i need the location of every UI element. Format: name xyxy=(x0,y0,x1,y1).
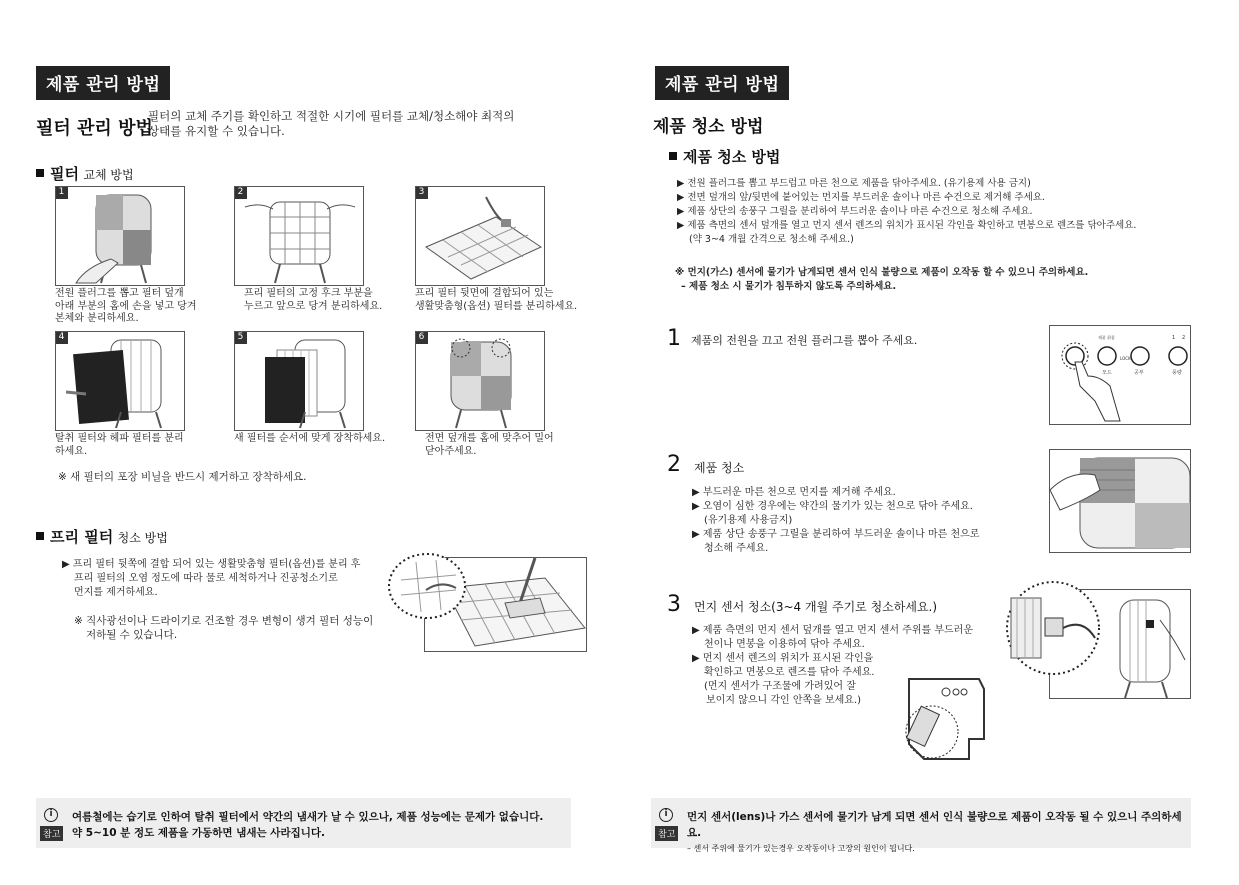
caption-line: 전원 플러그를 뽑고 필터 덮개 xyxy=(55,288,184,299)
step-1-illustration xyxy=(55,186,185,286)
step-number: 6 xyxy=(415,331,428,344)
tip-text xyxy=(687,809,1191,857)
tip-footer xyxy=(36,798,571,848)
instruction-line: 먼지를 제거하세요. xyxy=(74,587,158,598)
step-2-caption xyxy=(244,288,414,313)
step-5-caption xyxy=(234,433,414,446)
square-bullet-icon xyxy=(669,152,677,160)
panel-label-fan: 풍량 xyxy=(1172,370,1182,376)
warning-line: 저하될 수 있습니다. xyxy=(86,629,178,641)
step-3-caption xyxy=(415,288,585,313)
step-number: 3 xyxy=(415,186,428,199)
info-icon: i xyxy=(659,808,673,822)
instruction-line: 보이지 않으니 각인 안쪽을 보세요.) xyxy=(706,695,862,706)
cleaning-heading xyxy=(669,146,780,167)
step-4-illustration xyxy=(55,331,185,431)
bullet-line: (약 3~4 개월 간격으로 청소해 주세요.) xyxy=(689,234,854,245)
panel-label-mode: 모드 xyxy=(1102,370,1112,376)
bullet-line: ▶ 제품 상단의 송풍구 그릴을 분리하여 부드러운 솔이나 마른 수건으로 청소해 주세요. xyxy=(677,206,1033,217)
tip-subline: – 센서 주위에 물기가 있는경우 오작동이나 고장의 원인이 됩니다. xyxy=(687,844,915,853)
tip-line: 먼지 센서(lens)나 가스 센서에 물기가 남게 되면 센서 인식 불량으로 제품이 오작동 될 수 있으니 주의하세요. xyxy=(687,811,1182,839)
instruction-line: ▶ 제품 측면의 먼지 센서 덮개를 열고 먼지 센서 주위를 부드러운 xyxy=(692,625,973,636)
panel-label-study: 공부 xyxy=(1134,370,1144,376)
heading-rest: 교체 방법 xyxy=(83,168,134,182)
caption-line: 프리 필터의 고정 후크 부분을 xyxy=(244,288,373,299)
panel-label-2: 2 xyxy=(1182,335,1186,341)
heading-bold: 프리 필터 xyxy=(50,528,114,546)
step-3-title: 먼지 센서 청소(3~4 개월 주기로 청소하세요.) xyxy=(694,600,938,614)
caption-line: 전면 덮개를 홈에 맞추어 밀어 xyxy=(425,433,554,444)
right-page xyxy=(619,0,1239,885)
instruction-line: ▶ 오염이 심한 경우에는 약간의 물기가 있는 천으로 닦아 주세요. xyxy=(692,501,973,512)
step-6-caption xyxy=(425,433,595,458)
step-number: 2 xyxy=(234,186,247,199)
instruction-line: ▶ 프리 필터 뒷쪽에 결합 되어 있는 생활맞춤형 필터(옵션)를 분리 후 xyxy=(62,559,361,570)
step-2-illustration xyxy=(234,186,364,286)
warning-line: ※ 직사광선이나 드라이기로 건조할 경우 변형이 생겨 필터 성능이 xyxy=(74,615,374,627)
instruction-line: ▶ 제품 상단 송풍구 그릴을 분리하여 부드러운 솔이나 마른 천으로 xyxy=(692,529,980,540)
info-icon: i xyxy=(44,808,58,822)
instruction-line: ▶ 부드러운 마른 천으로 먼지를 제거해 주세요. xyxy=(692,487,896,498)
caption-line: 새 필터를 순서에 맞게 장착하세요. xyxy=(234,433,386,444)
instruction-line: (유기용제 사용금지) xyxy=(704,515,793,526)
pre-filter-icon xyxy=(235,187,364,286)
sensor-lens-illustration xyxy=(904,674,989,769)
caption-line: 생활맞춤형(옵션) 필터를 분리하세요. xyxy=(415,300,578,312)
hepa-filter-icon xyxy=(56,332,185,431)
pre-filter-warning xyxy=(74,614,373,642)
tip-line: 약 5~10 분 정도 제품을 가동하면 냄새는 사라집니다. xyxy=(72,827,326,839)
tip-footer xyxy=(651,798,1191,853)
install-filter-icon xyxy=(235,332,364,431)
page-title: 필터 관리 방법 xyxy=(36,118,153,139)
wipe-product-illustration xyxy=(1049,449,1191,553)
caption-line: 닫아주세요. xyxy=(425,445,477,457)
step-3-number: 3 xyxy=(667,592,681,617)
warning-line: ※ 먼지(가스) 센서에 물기가 남게되면 센서 인식 불량으로 제품이 오작동 할 수 있으니 주의하세요. xyxy=(675,267,1089,278)
bullet-line: ▶ 제품 측면의 센서 덮개를 열고 먼지 센서 렌즈의 위치가 표시된 각인을 확인하고 면봉으로 렌즈를 닦아주세요. xyxy=(677,220,1137,231)
control-panel-icon xyxy=(1050,326,1191,425)
control-panel-illustration xyxy=(1049,325,1191,425)
cleaning-bullets xyxy=(677,177,1136,247)
caption-line: 하세요. xyxy=(55,445,88,457)
bullet-line: ▶ 전원 플러그를 뽑고 부드럽고 마른 천으로 제품을 닦아주세요. (유기용제 사용 금지) xyxy=(677,178,1031,189)
tip-text xyxy=(72,809,543,841)
sensor-zoom-circle-icon xyxy=(1003,578,1103,678)
step-number: 4 xyxy=(55,331,68,344)
intro-line: 필터의 교체 주기를 확인하고 적절한 시기에 필터를 교체/청소해야 최적의 xyxy=(148,109,515,123)
square-bullet-icon xyxy=(36,169,44,177)
step-1-text: 제품의 전원을 끄고 전원 플러그를 뽑아 주세요. xyxy=(691,334,918,347)
wipe-purifier-icon xyxy=(1050,450,1191,553)
bullet-line: ▶ 전면 덮개의 앞/뒷면에 붙어있는 먼지를 부드러운 솔이나 마른 수건으로 제거해 주세요. xyxy=(677,192,1045,203)
step-4-caption xyxy=(55,433,225,458)
step-2-title: 제품 청소 xyxy=(694,461,745,475)
sensor-warnings xyxy=(675,266,1088,294)
reference-badge: 참고 xyxy=(40,826,63,841)
instruction-line: 프리 필터의 오염 정도에 따라 물로 세척하거나 진공청소기로 xyxy=(74,573,338,584)
zoom-circle-icon xyxy=(386,550,468,622)
heading-rest: 청소 방법 xyxy=(117,531,168,545)
step-number: 1 xyxy=(55,186,68,199)
caption-line: 탈취 필터와 헤파 필터를 분리 xyxy=(55,433,184,444)
left-page xyxy=(0,0,619,885)
filter-replace-heading xyxy=(36,163,134,184)
heading-bold: 제품 청소 방법 xyxy=(683,148,781,166)
step-2-instructions xyxy=(692,486,979,556)
section-tag: 제품 관리 방법 xyxy=(655,66,789,100)
sensor-lens-icon xyxy=(904,674,989,769)
instruction-line: 천이나 면봉을 이용하여 닦아 주세요. xyxy=(704,639,865,650)
caption-line: 아래 부분의 홈에 손을 넣고 당겨 xyxy=(55,300,197,312)
panel-label-lock: LOCK xyxy=(1120,356,1131,361)
instruction-line: 확인하고 면봉으로 렌즈를 닦아 주세요. xyxy=(704,667,875,678)
panel-label-1: 1 xyxy=(1172,335,1176,341)
instruction-line: ▶ 먼지 센서 렌즈의 위치가 표시된 각인을 xyxy=(692,653,874,664)
pre-filter-instructions xyxy=(62,558,360,600)
filter-separate-icon xyxy=(416,187,545,286)
heading-bold: 필터 xyxy=(50,165,79,183)
step-1-number: 1 xyxy=(667,326,681,351)
panel-label-sleep: 제품 취침 xyxy=(1098,335,1115,340)
page-title: 제품 청소 방법 xyxy=(653,117,764,137)
step-3-illustration xyxy=(415,186,545,286)
step-1-caption xyxy=(55,288,225,326)
intro-line: 상태를 유지할 수 있습니다. xyxy=(148,124,285,138)
caption-line: 누르고 앞으로 당겨 분리하세요. xyxy=(244,300,383,312)
tip-line: 여름철에는 습기로 인하여 탈취 필터에서 약간의 냄새가 날 수 있으나, 제품 성능에는 문제가 없습니다. xyxy=(72,811,544,823)
instruction-line: 청소해 주세요. xyxy=(704,543,769,554)
instruction-line: (먼지 센서가 구조물에 가려있어 잘 xyxy=(704,681,856,692)
pre-filter-heading xyxy=(36,526,168,547)
step-2-number: 2 xyxy=(667,452,681,477)
purifier-front-icon xyxy=(56,187,185,286)
square-bullet-icon xyxy=(36,532,44,540)
close-cover-icon xyxy=(416,332,545,431)
step-6-illustration xyxy=(415,331,545,431)
replace-note: ※ 새 필터의 포장 비닐을 반드시 제거하고 장착하세요. xyxy=(58,471,307,483)
warning-line: – 제품 청소 시 물기가 침투하지 않도록 주의하세요. xyxy=(681,281,897,292)
reference-badge: 참고 xyxy=(655,826,678,841)
caption-line: 본체와 분리하세요. xyxy=(55,313,139,324)
step-5-illustration xyxy=(234,331,364,431)
section-tag: 제품 관리 방법 xyxy=(36,66,170,100)
step-number: 5 xyxy=(234,331,247,344)
intro-text xyxy=(148,109,514,139)
caption-line: 프리 필터 뒷면에 결합되어 있는 xyxy=(415,288,554,299)
